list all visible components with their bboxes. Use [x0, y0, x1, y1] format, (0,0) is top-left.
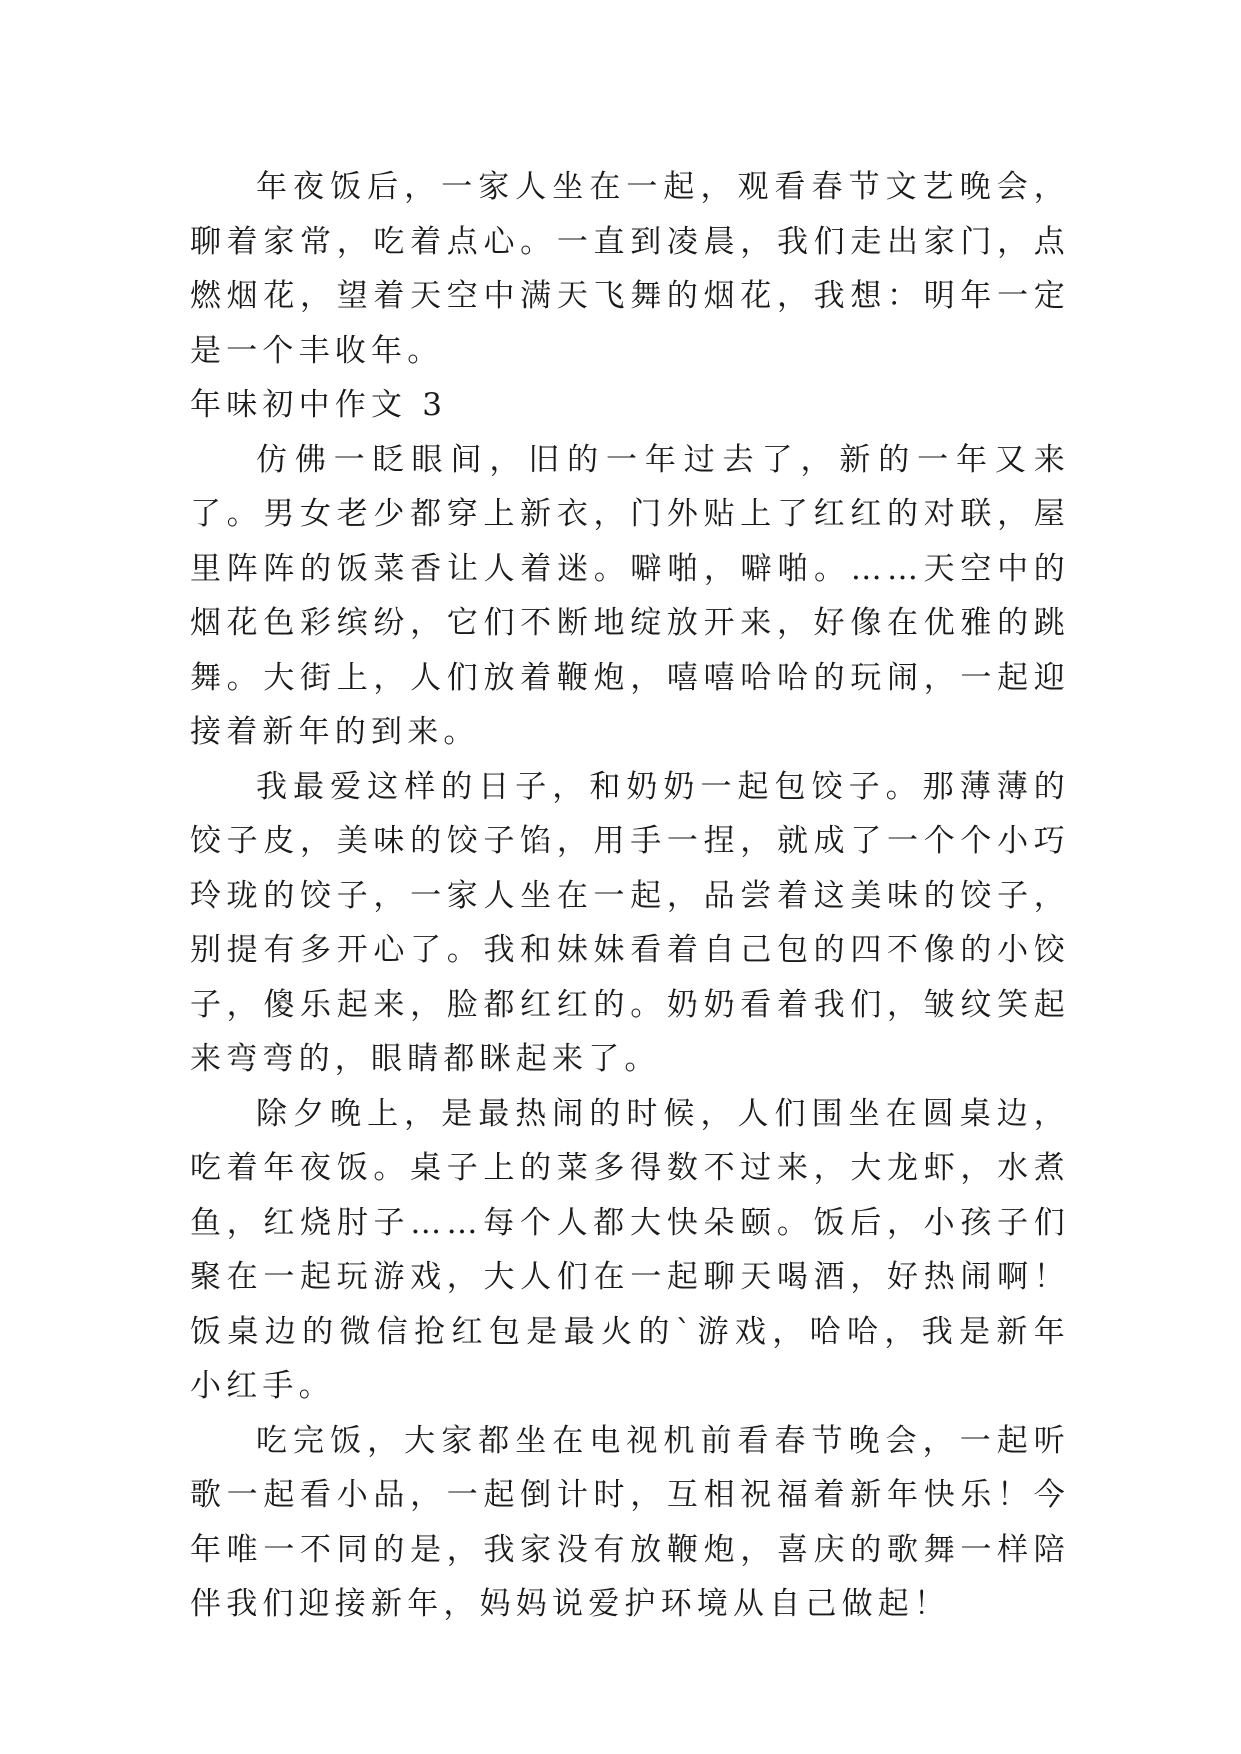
- paragraph-new-year-eve-night: 除夕晚上，是最热闹的时候，人们围坐在圆桌边，吃着年夜饭。桌子上的菜多得数不过来，大龙虾，水煮鱼，红烧肘子……每个人都大快朵颐。饭后，小孩子们聚在一起玩游戏，大人们在一起聊天喝酒，好热闹啊！饭桌边的微信抢红包是最火的`游戏，哈哈，我是新年小红手。: [190, 1095, 1070, 1404]
- document-page: [190, 160, 1070, 1632]
- paragraph-dumplings: 我最爱这样的日子，和奶奶一起包饺子。那薄薄的饺子皮，美味的饺子馅，用手一捏，就成了一个个小巧玲珑的饺子，一家人坐在一起，品尝着这美味的饺子，别提有多开心了。我和妹妹看着自己包的四不像的小饺子，傻乐起来，脸都红红的。奶奶看着我们，皱纹笑起来弯弯的，眼睛都眯起来了。: [190, 768, 1070, 1077]
- paragraph-spring-festival-gala: 吃完饭，大家都坐在电视机前看春节晚会，一起听歌一起看小品，一起倒计时，互相祝福着新年快乐！今年唯一不同的是，我家没有放鞭炮，喜庆的歌舞一样陪伴我们迎接新年，妈妈说爱护环境从自己做起！: [190, 1422, 1070, 1622]
- section-title: 年味初中作文 3: [190, 387, 448, 423]
- paragraph-new-year-eve-dinner: 年夜饭后，一家人坐在一起，观看春节文艺晚会，聊着家常，吃着点心。一直到凌晨，我们走出家门，点燃烟花，望着天空中满天飞舞的烟花，我想：明年一定是一个丰收年。: [190, 169, 1070, 369]
- paragraph-fireworks: 仿佛一眨眼间，旧的一年过去了，新的一年又来了。男女老少都穿上新衣，门外贴上了红红的对联，屋里阵阵的饭菜香让人着迷。噼啪，噼啪。……天空中的烟花色彩缤纷，它们不断地绽放开来，好像在优雅的跳舞。大街上，人们放着鞭炮，嘻嘻哈哈的玩闹，一起迎接着新年的到来。: [190, 441, 1070, 750]
